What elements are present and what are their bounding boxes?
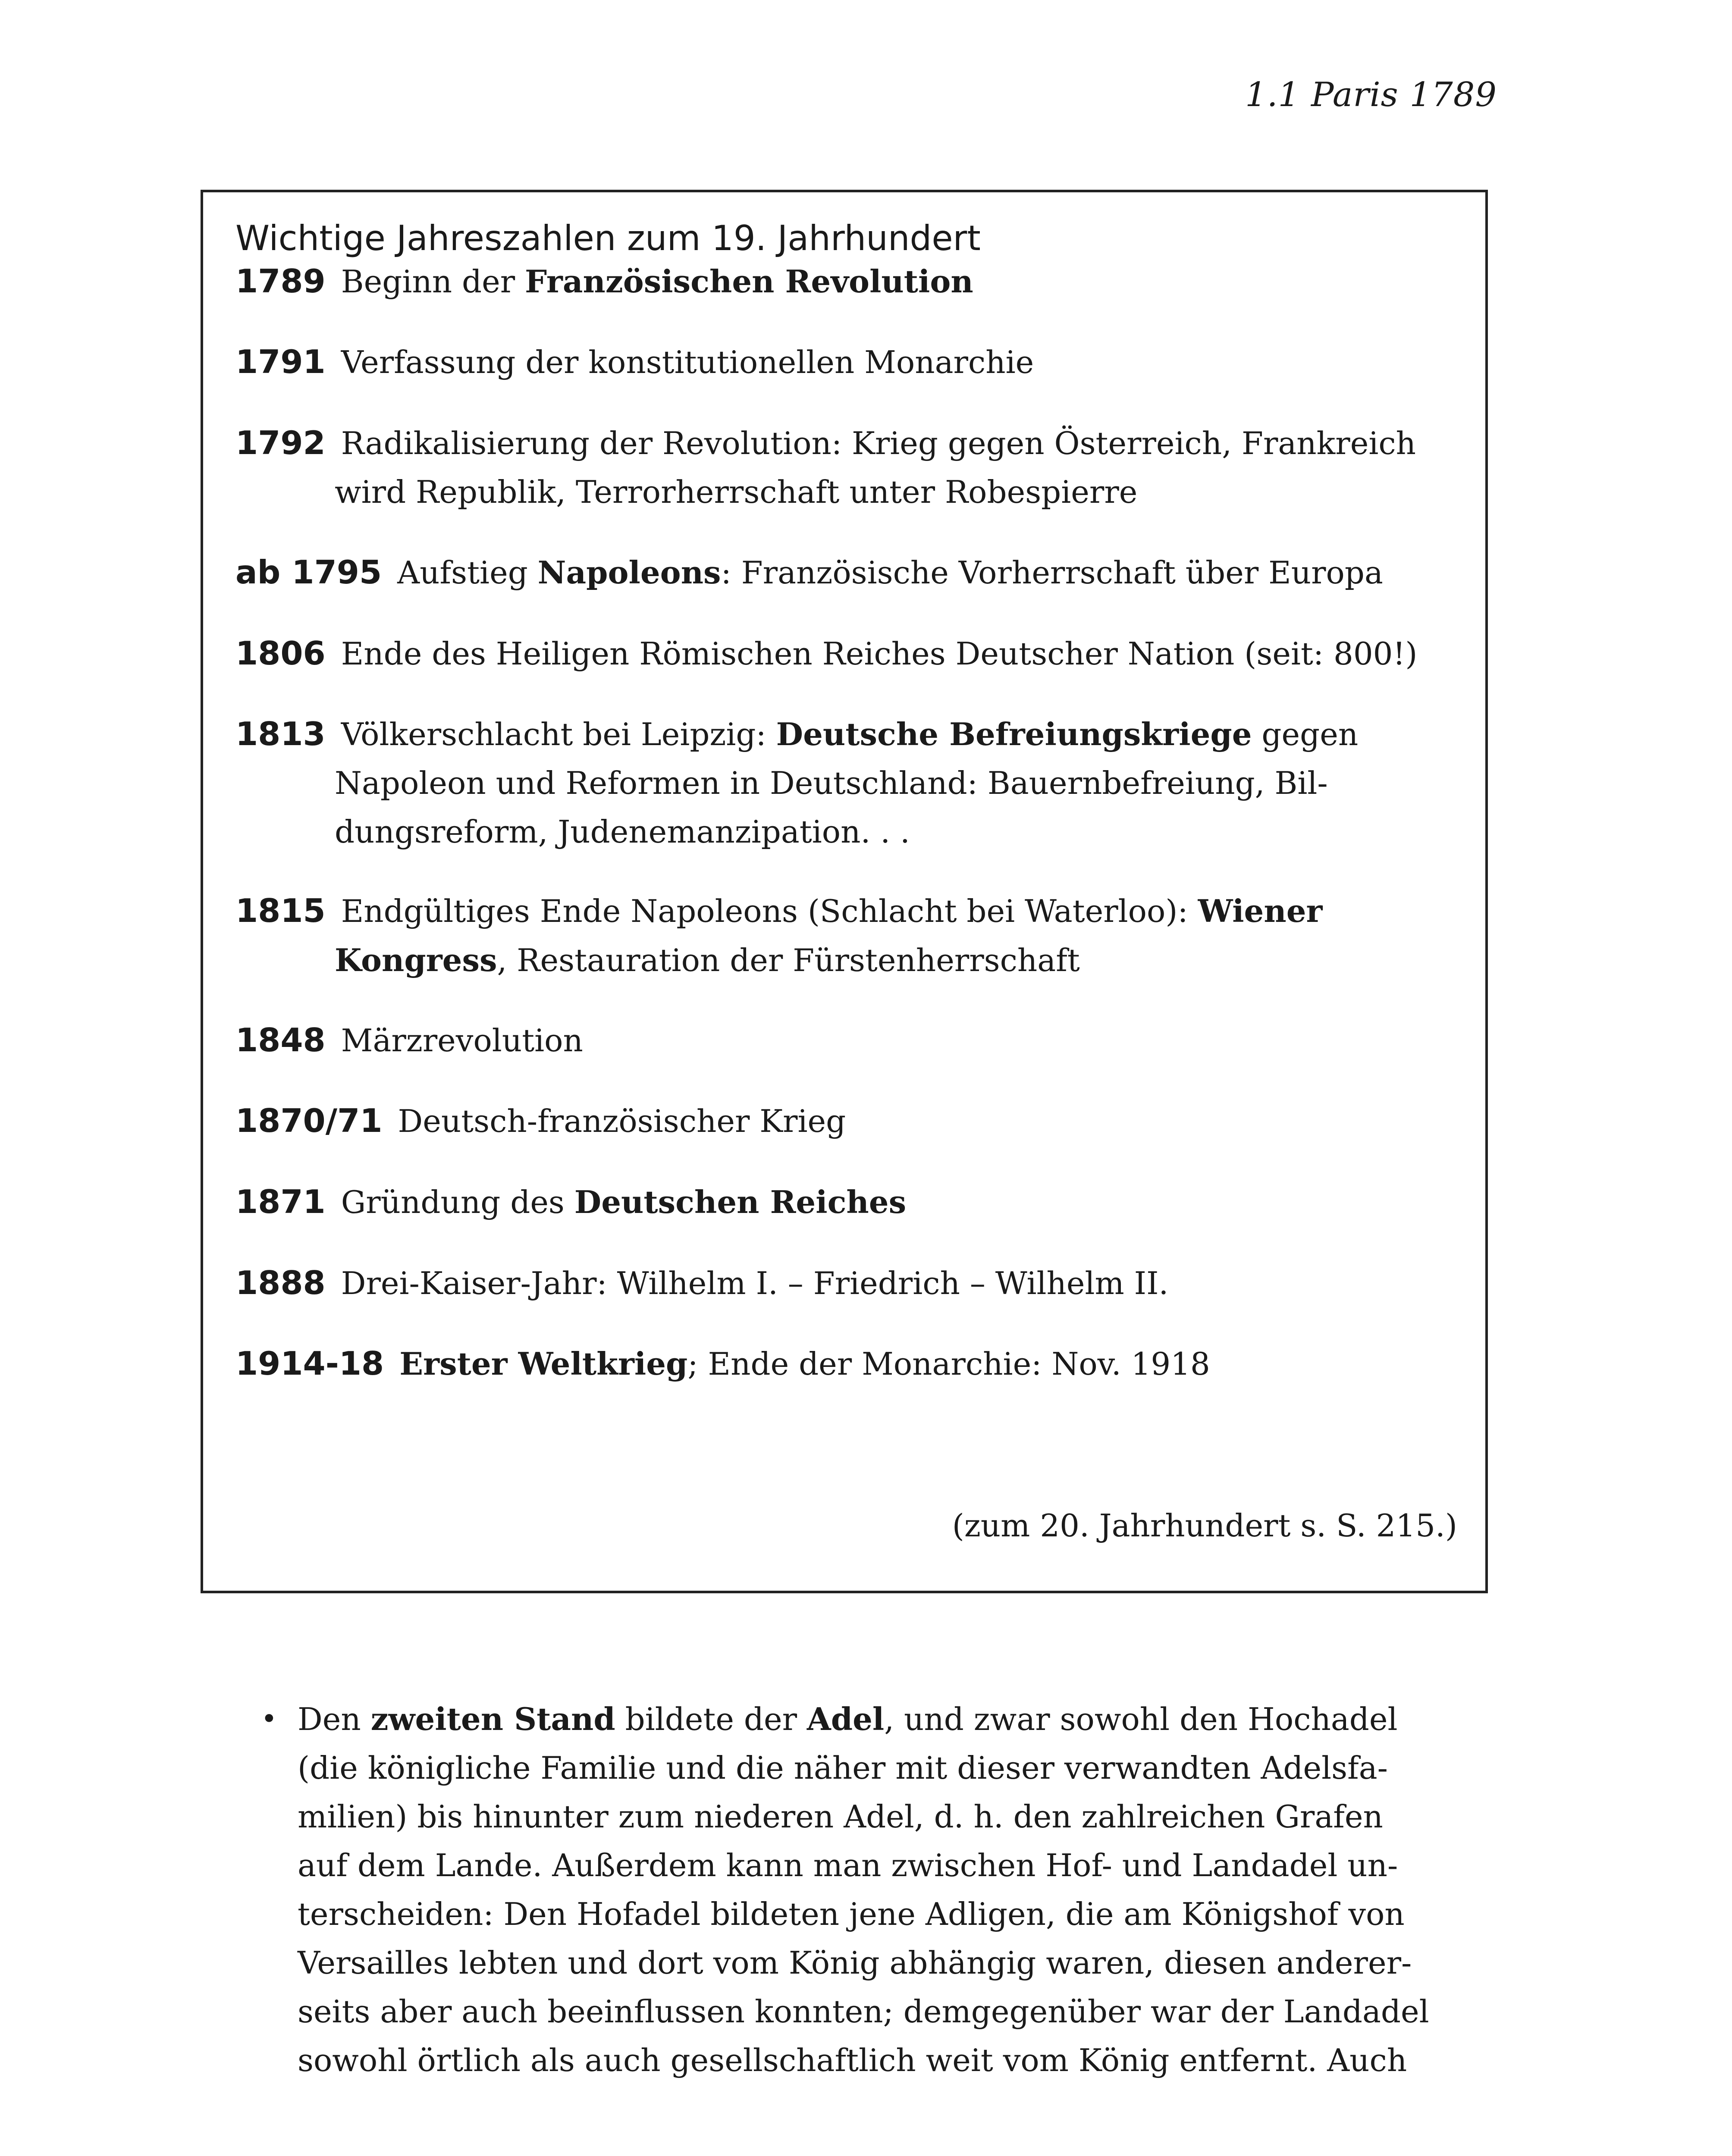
entry-year: 1815: [235, 892, 326, 930]
paragraph-text: , und zwar sowohl den Hochadel: [884, 1701, 1398, 1737]
entry-text: Verfassung der konstitutionellen Monarchie: [341, 344, 1034, 380]
entry-emphasis: Wiener: [1198, 893, 1323, 929]
entry-text: Gründung des: [341, 1184, 574, 1220]
timeline-entry: [235, 419, 1452, 517]
entry-emphasis: Französischen Revolution: [525, 263, 973, 300]
entry-year: 1888: [235, 1264, 326, 1302]
paragraph-text: bildete der: [615, 1701, 807, 1737]
paragraph-line: [298, 1695, 1535, 1744]
body-paragraph: [298, 1695, 1535, 2085]
entry-text: : Französische Vorherrschaft über Europa: [721, 555, 1383, 591]
bullet-point: •: [261, 1703, 277, 1735]
entry-year: 1791: [235, 343, 326, 381]
timeline-entry: [235, 1339, 1452, 1388]
paragraph-line: milien) bis hinunter zum niederen Adel, d. h. den zahlreichen Grafen: [298, 1799, 1383, 1835]
entry-text: Deutsch-französischer Krieg: [398, 1103, 846, 1139]
paragraph-line: auf dem Lande. Außerdem kann man zwischen Hof- und Landadel un-: [298, 1847, 1398, 1883]
entry-text: Beginn der: [341, 263, 525, 300]
box-title: Wichtige Jahreszahlen zum 19. Jahrhundert: [235, 218, 981, 258]
timeline-entry: [235, 710, 1452, 856]
timeline-box: [201, 190, 1488, 1593]
timeline-entry: [235, 887, 1452, 985]
entry-emphasis: Erster Weltkrieg: [399, 1345, 688, 1382]
timeline-entry: [235, 257, 1452, 306]
entry-year: 1848: [235, 1021, 326, 1059]
entry-text: Drei-Kaiser-Jahr: Wilhelm I. – Friedrich – Wilhelm II.: [341, 1265, 1169, 1301]
entry-text: Endgültiges Ende Napoleons (Schlacht bei Waterloo):: [341, 893, 1198, 929]
cross-reference: (zum 20. Jahrhundert s. S. 215.): [952, 1507, 1457, 1544]
running-head: 1.1 Paris 1789: [1245, 75, 1497, 114]
timeline-entry: [235, 1178, 1452, 1227]
entry-continuation: Napoleon und Reformen in Deutschland: Bauernbefreiung, Bil-: [335, 765, 1328, 801]
entry-text: gegen: [1252, 716, 1359, 752]
paragraph-line: Versailles lebten und dort vom König abhängig waren, diesen anderer-: [298, 1945, 1412, 1981]
entry-text: Aufstieg: [397, 555, 538, 591]
paragraph-emphasis: zweiten Stand: [370, 1701, 615, 1737]
entry-year: 1914-18: [235, 1344, 384, 1382]
entry-text: Ende des Heiligen Römischen Reiches Deutscher Nation (seit: 800!): [341, 636, 1418, 672]
entry-year: 1792: [235, 424, 326, 462]
paragraph-emphasis: Adel: [806, 1701, 885, 1737]
paragraph-line: seits aber auch beeinflussen konnten; demgegenüber war der Landadel: [298, 1993, 1429, 2030]
entry-year: 1789: [235, 262, 326, 300]
entry-text: Radikalisierung der Revolution: Krieg gegen Österreich, Frankreich: [341, 425, 1416, 461]
entry-text: ; Ende der Monarchie: Nov. 1918: [687, 1346, 1210, 1382]
entry-continuation: , Restauration der Fürstenherrschaft: [497, 942, 1080, 978]
entry-year: 1813: [235, 715, 326, 753]
paragraph-line: (die königliche Familie und die näher mit dieser verwandten Adelsfa-: [298, 1750, 1388, 1786]
entry-year: 1806: [235, 634, 326, 672]
paragraph-line: terscheiden: Den Hofadel bildeten jene Adligen, die am Königshof von: [298, 1896, 1405, 1932]
timeline-entry: [235, 629, 1452, 678]
entry-year: ab 1795: [235, 553, 382, 591]
paragraph-text: Den: [298, 1701, 371, 1737]
entry-emphasis: Deutschen Reiches: [574, 1184, 907, 1220]
entry-emphasis: Deutsche Befreiungskriege: [776, 716, 1252, 752]
timeline-entry: [235, 1016, 1452, 1065]
entry-emphasis: Napoleons: [537, 554, 721, 591]
timeline-entry: [235, 1097, 1452, 1146]
timeline-entry: [235, 548, 1452, 597]
entry-year: 1870/71: [235, 1102, 383, 1140]
entry-year: 1871: [235, 1183, 326, 1221]
entry-continuation: wird Republik, Terrorherrschaft unter Robespierre: [335, 474, 1138, 510]
paragraph-line: sowohl örtlich als auch gesellschaftlich weit vom König entfernt. Auch: [298, 2042, 1407, 2078]
entry-text: Märzrevolution: [341, 1022, 583, 1059]
entry-continuation: dungsreform, Judenemanzipation. . .: [335, 814, 910, 850]
entry-text: Völkerschlacht bei Leipzig:: [341, 716, 776, 752]
timeline-entry: [235, 338, 1452, 387]
timeline-entry: [235, 1259, 1452, 1308]
entry-emphasis: Kongress: [335, 942, 497, 978]
